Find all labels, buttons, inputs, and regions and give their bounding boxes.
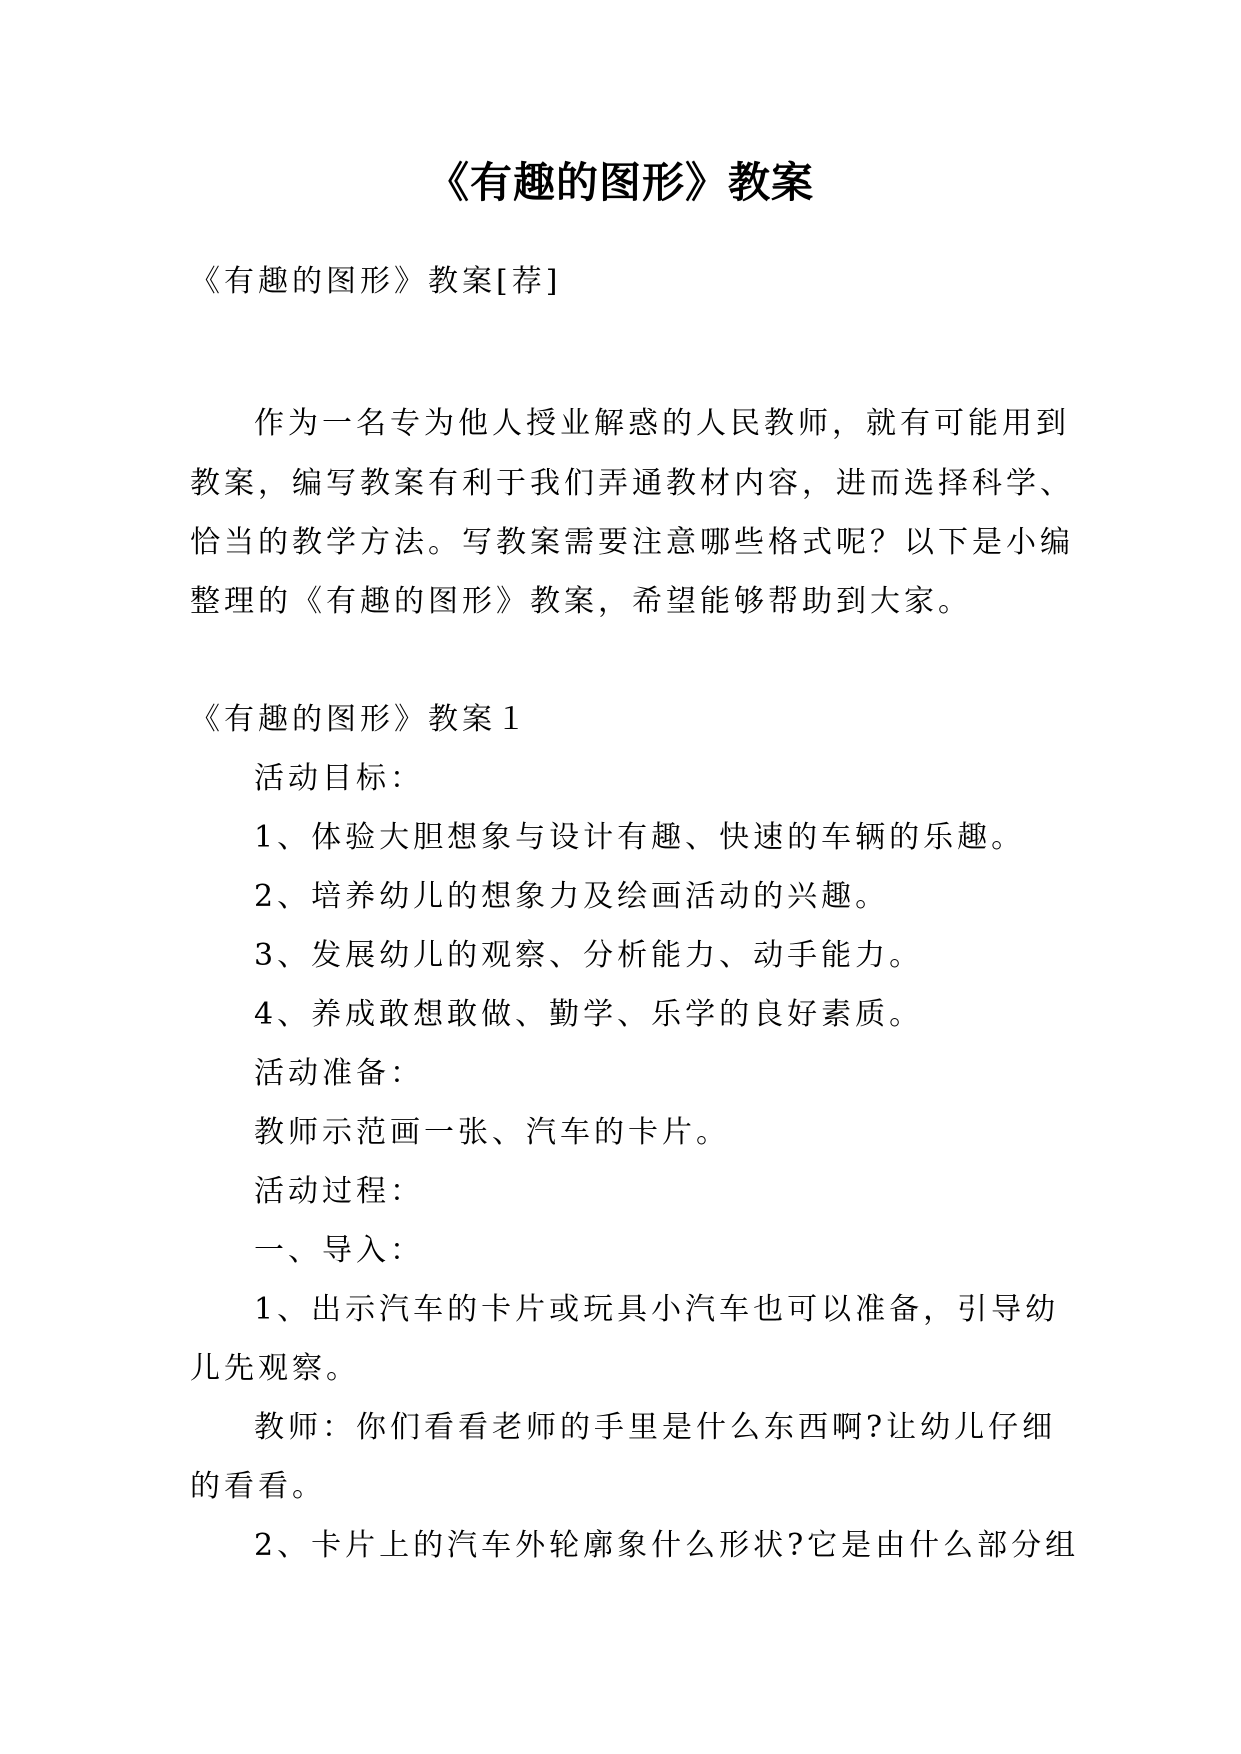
- body-line: 1、出示汽车的卡片或玩具小汽车也可以准备，引导幼: [254, 1292, 1060, 1327]
- document-title: 《有趣的图形》教案: [426, 158, 814, 207]
- body-line: 2、培养幼儿的想象力及绘画活动的兴趣。: [254, 879, 890, 914]
- intro-paragraph-line: 教案，编写教案有利于我们弄通教材内容，进而选择科学、: [190, 466, 1074, 501]
- body-line: 教师：你们看看老师的手里是什么东西啊?让幼儿仔细: [254, 1410, 1057, 1445]
- section-heading: 《有趣的图形》教案１: [190, 702, 530, 737]
- body-line: 活动过程：: [254, 1174, 424, 1209]
- body-line: 儿先观察。: [190, 1351, 360, 1386]
- body-line: 的看看。: [190, 1469, 326, 1504]
- body-line: 2、卡片上的汽车外轮廓象什么形状?它是由什么部分组: [254, 1528, 1080, 1563]
- body-line: 教师示范画一张、汽车的卡片。: [254, 1115, 730, 1150]
- body-line: 活动目标：: [254, 761, 424, 796]
- body-line: 3、发展幼儿的观察、分析能力、动手能力。: [254, 938, 924, 973]
- document-subtitle: 《有趣的图形》教案[荐]: [190, 264, 562, 299]
- body-line: 1、体验大胆想象与设计有趣、快速的车辆的乐趣。: [254, 820, 1026, 855]
- body-line: 一、导入：: [254, 1233, 424, 1268]
- intro-paragraph-line: 恰当的教学方法。写教案需要注意哪些格式呢？以下是小编: [190, 525, 1074, 560]
- body-line: 4、养成敢想敢做、勤学、乐学的良好素质。: [254, 997, 924, 1032]
- intro-paragraph-line: 整理的《有趣的图形》教案，希望能够帮助到大家。: [190, 584, 972, 619]
- body-line: 活动准备：: [254, 1056, 424, 1091]
- intro-paragraph-line: 作为一名专为他人授业解惑的人民教师，就有可能用到: [254, 406, 1070, 441]
